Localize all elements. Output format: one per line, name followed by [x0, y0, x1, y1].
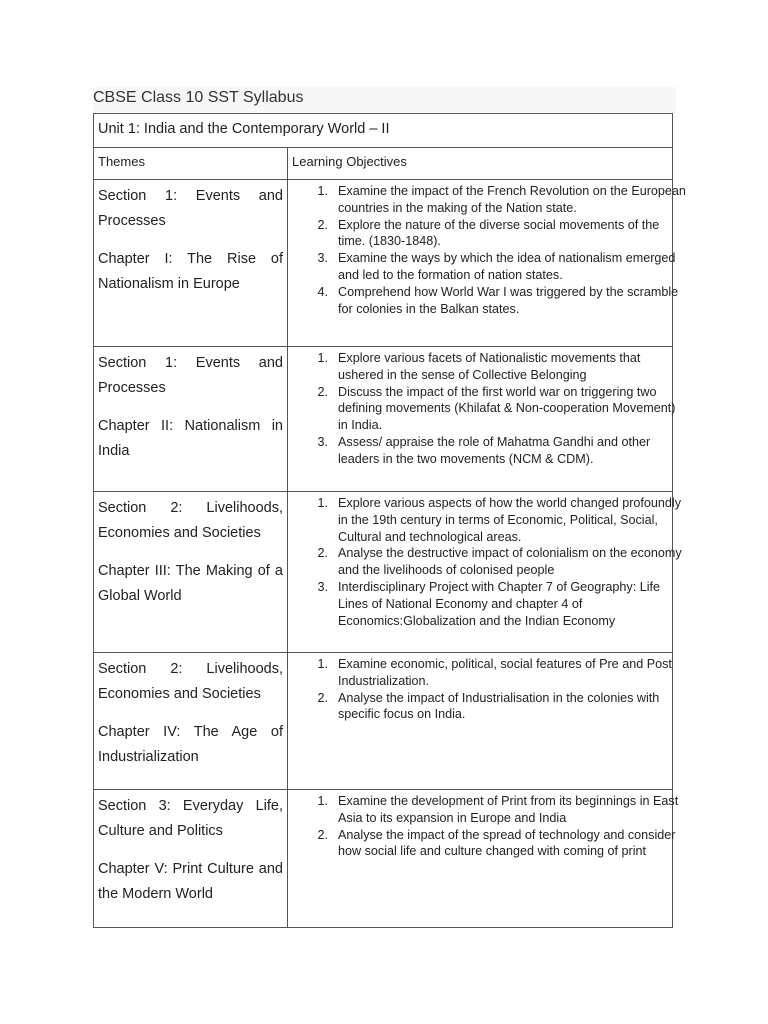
list-item: 4. Comprehend how World War I was triggered by the scramble for colonies in the Balkan states.: [317, 284, 679, 316]
objectives-header: Learning Objectives: [292, 154, 407, 169]
list-item: 1. Examine the development of Print from its beginnings in East Asia to its expansion in Europe and India: [317, 794, 679, 825]
chapter-label: Chapter V: Print Culture and the Modern World: [98, 861, 283, 902]
chapter-label: Chapter III: The Making of a Global World: [98, 563, 283, 604]
list-item: 2. Explore the nature of the diverse social movements of the time. (1830-1848).: [317, 217, 660, 249]
theme-cell: [98, 496, 283, 609]
list-item: 2. Analyse the impact of Industrialisation in the colonies with specific focus on India.: [317, 690, 660, 722]
list-item: 2. Analyse the impact of the spread of technology and consider how social life and culture changed with coming of print: [317, 827, 676, 859]
unit-title: Unit 1: India and the Contemporary World – II: [94, 114, 672, 148]
list-item: 3. Assess/ appraise the role of Mahatma Gandhi and other leaders in the two movements (NCM & CDM).: [317, 434, 651, 466]
list-item: 1. Examine economic, political, social features of Pre and Post Industrialization.: [317, 657, 672, 688]
theme-cell: [98, 794, 283, 907]
section-label: Section 3: Everyday Life, Culture and Politics: [98, 798, 283, 839]
theme-cell: [98, 351, 283, 464]
themes-header: Themes: [98, 154, 145, 169]
section-label: Section 2: Livelihoods, Economies and Societies: [98, 500, 283, 541]
objectives-list: [314, 350, 688, 468]
theme-cell: [98, 184, 283, 297]
list-item: 2. Analyse the destructive impact of colonialism on the economy and the livelihoods of colonised people: [317, 546, 682, 578]
list-item: 2. Discuss the impact of the first world war on triggering two defining movements (Khilafat & Non-cooperation Movement) in India.: [317, 384, 676, 433]
section-label: Section 1: Events and Processes: [98, 355, 283, 396]
list-item: 3. Examine the ways by which the idea of nationalism emerged and led to the formation of nation states.: [317, 251, 676, 282]
chapter-label: Chapter II: Nationalism in India: [98, 418, 283, 459]
table-header: [94, 148, 672, 180]
theme-cell: [98, 657, 283, 770]
objectives-list: [314, 183, 688, 317]
objectives-list: [314, 656, 688, 723]
list-item: 1. Examine the impact of the French Revolution on the European countries in the making of the Nation state.: [317, 184, 686, 215]
table-row: [94, 790, 679, 927]
table-row: [94, 180, 686, 347]
objectives-list: [314, 793, 688, 860]
objectives-list: [314, 495, 688, 629]
table-row: [94, 347, 676, 492]
list-item: 1. Explore various facets of Nationalistic movements that ushered in the sense of Collective Belonging: [317, 351, 641, 382]
list-item: 3. Interdisciplinary Project with Chapter 7 of Geography: Life Lines of National Economy and chapter 4 of Economics:Globalization and the Indian Economy: [317, 579, 661, 628]
syllabus-table: [93, 113, 686, 928]
table-row: [94, 653, 672, 790]
chapter-label: Chapter IV: The Age of Industrialization: [98, 724, 283, 765]
page-title: CBSE Class 10 SST Syllabus: [93, 87, 676, 112]
section-label: Section 2: Livelihoods, Economies and Societies: [98, 661, 283, 702]
chapter-label: Chapter I: The Rise of Nationalism in Europe: [98, 251, 283, 292]
table-row: [94, 492, 682, 653]
section-label: Section 1: Events and Processes: [98, 188, 283, 229]
list-item: 1. Explore various aspects of how the world changed profoundly in the 19th century in terms of Economic, Political, Social, Cultural and technological areas.: [317, 496, 682, 544]
